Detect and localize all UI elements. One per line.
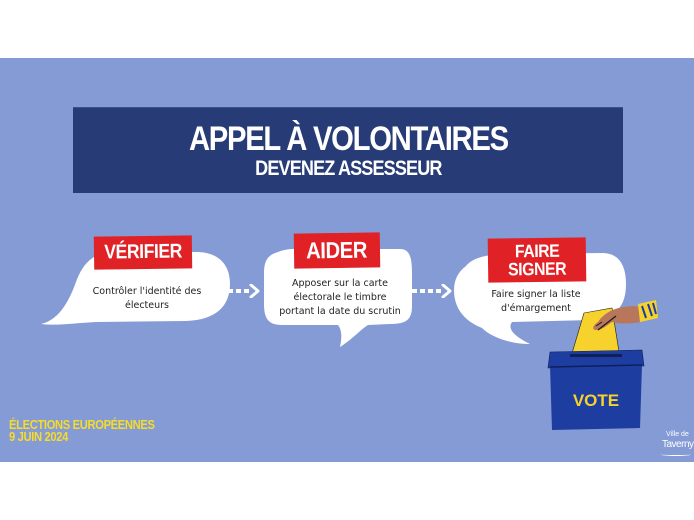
- ballot-box-icon: [548, 350, 644, 430]
- city-logo: [660, 430, 694, 460]
- step-label-faire-signer: FAIRE SIGNER: [488, 237, 587, 282]
- header-banner: [73, 107, 623, 193]
- step-description-verifier: Contrôler l'identité des électeurs: [92, 286, 202, 311]
- ballot-box-illustration: [540, 300, 670, 432]
- page-title: APPEL À VOLONTAIRES: [188, 119, 508, 158]
- event-name: ÉLECTIONS EUROPÉENNES: [9, 417, 155, 432]
- logo-swoosh-icon: [661, 453, 691, 456]
- step-description-faire-signer: Faire signer la liste d'émargement: [491, 289, 581, 314]
- step-description-aider: Apposer sur la carte électorale le timbre portant la date du scrutin: [279, 278, 401, 317]
- logo-prefix: Ville de: [666, 431, 689, 438]
- poster-panel: [0, 58, 694, 462]
- page-subtitle: DEVENEZ ASSESSEUR: [254, 156, 442, 180]
- step-aider: [260, 234, 420, 349]
- step-label-verifier: VÉRIFIER: [94, 235, 192, 269]
- dotted-arrow-icon: [220, 284, 260, 298]
- event-date: 9 JUIN 2024: [9, 429, 68, 444]
- logo-name: Taverny: [662, 439, 694, 450]
- event-info: [9, 419, 155, 443]
- ballot-box-label: VOTE: [572, 391, 620, 410]
- step-verifier: [36, 234, 236, 330]
- dotted-arrow-icon: [412, 284, 452, 298]
- step-label-aider: AIDER: [294, 232, 380, 268]
